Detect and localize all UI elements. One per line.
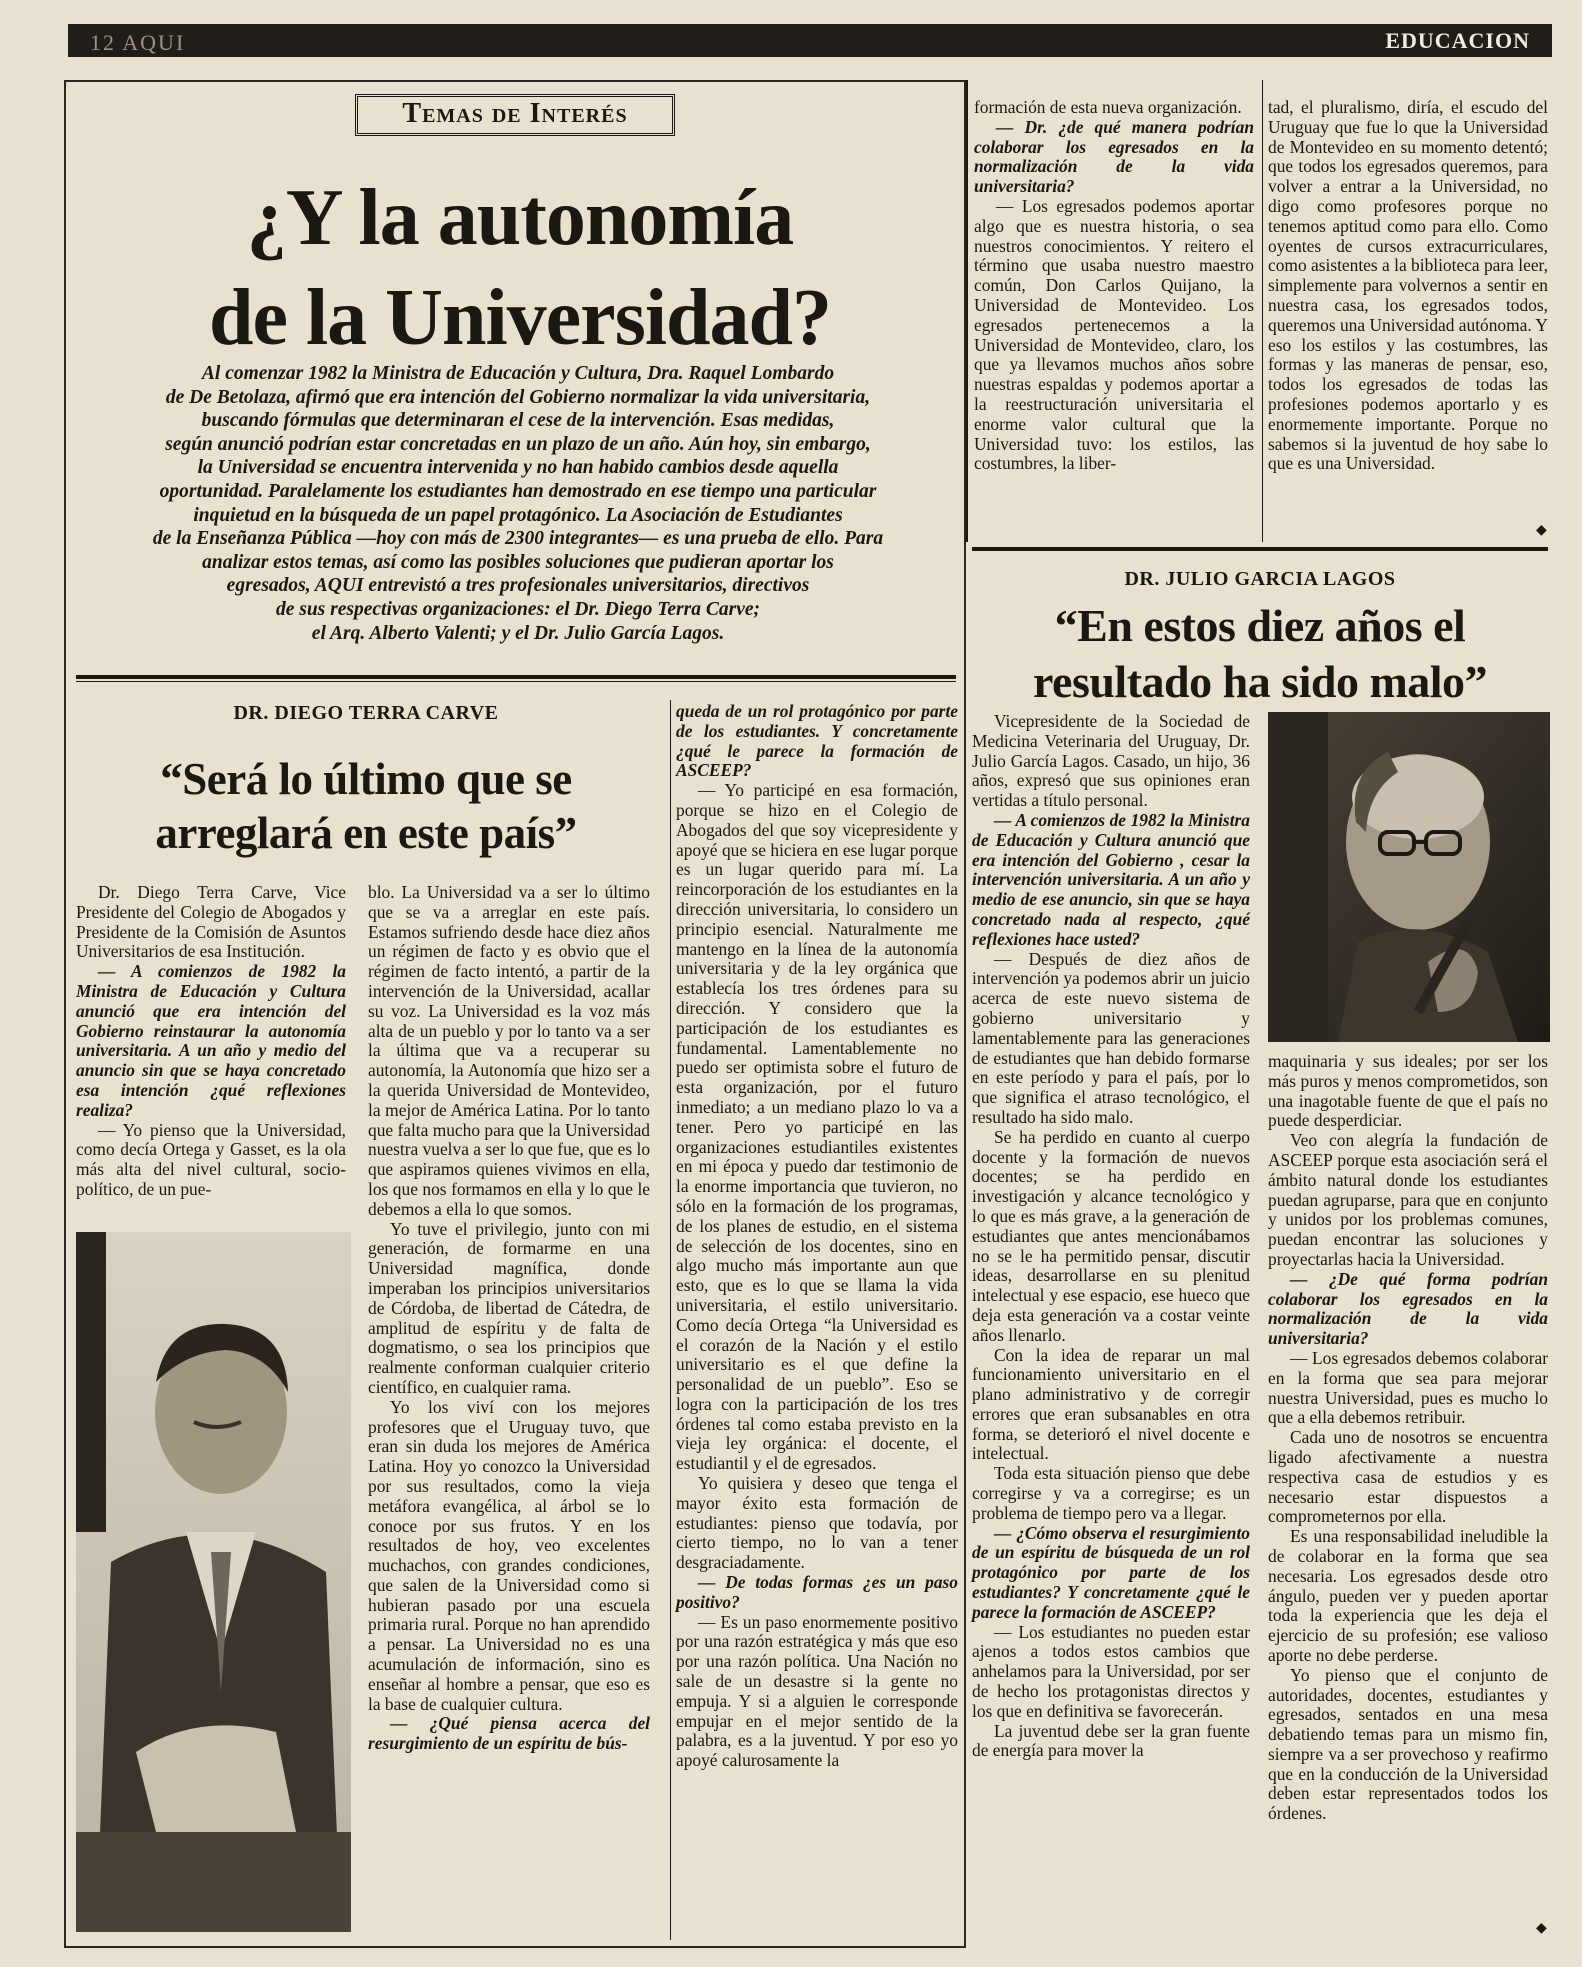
terra-title-line-2: arreglará en este país”	[155, 808, 577, 858]
intro-paragraph	[88, 362, 948, 645]
article-paragraph: Yo quisiera y deseo que tenga el mayor éxito esta formación de estudiantes: pienso que todavía, por cierto tiempo, no lo van a tener desgraciadamente.	[676, 1473, 958, 1573]
article-paragraph: tad, el pluralismo, diría, el escudo del Uruguay que fue lo que la Universidad de Montevideo en su momento detentó; que todos los egresados queremos, para volver a entrar a la Universidad, no digo como profesores porque no tenemos aptitud como para ello. Como oyentes de cursos extracurriculares, como asistentes a la biblioteca para leer, simplemente para volvernos a sentir en nuestra casa, los egresados todos, queremos una Universidad autónoma. Y eso los estilos y las costumbres, las formas y las maneras de pensar, eso, todos los egresados de todas las profesiones podemos aportarlo y es enormemente importante. Porque no sabemos si la juventud de hoy sabe lo que es una Universidad.	[1268, 97, 1548, 474]
valenti-column-1	[974, 98, 1254, 474]
article-paragraph: — Es un paso enormemente positivo por una razón estratégica y más que eso por una razón política. Una Nación no sale de un desastre si la gente no empuja. Y si a alguien le corresponde empujar en el mejor sentido de la palabra, es a la juventud. Y por eso yo apoyé calurosamente la	[676, 1611, 958, 1771]
column-divider	[966, 80, 968, 542]
intro-line: buscando fórmulas que determinaran el cese de la intervención. Esas medidas,	[201, 410, 835, 432]
article-paragraph: formación de esta nueva organización.	[974, 97, 1242, 117]
article-paragraph: Yo los viví con los mejores profesores que el Uruguay tuvo, que eran sin duda los mejores de América Latina. Hoy yo conozco la Universidad por sus resultados, como la vieja metáfora evangélica, al árbol se lo conoce por sus frutos. Y en los resultados de hoy, veo excelentes muchachos, con grandes condiciones, que salen de la Universidad como si hubieran pasado por una escuela primaria rural. Porque no han aprendido a pensar. La Universidad no es una acumulación de información, sino es enseñar al hombre a pensar, que eso es la base de cualquier cultura.	[368, 1396, 650, 1714]
valenti-column-2	[1268, 98, 1548, 474]
article-paragraph: — Los egresados debemos colaborar en la forma que sea para mejorar nuestra Universidad, pues es mucho lo que a ella debemos retribuir.	[1268, 1347, 1548, 1428]
column-divider	[670, 700, 671, 1940]
garcia-top-rule	[972, 547, 1548, 551]
headline-line-2: de la Universidad?	[208, 274, 832, 362]
article-paragraph: Toda esta situación pienso que debe corregirse y va a corregirse; es un problema de tiempo pero va a llegar.	[972, 1463, 1250, 1523]
intro-line: Al comenzar 1982 la Ministra de Educación y Cultura, Dra. Raquel Lombardo	[201, 363, 835, 384]
article-paragraph: Veo con alegría la fundación de ASCEEP porque esta asociación será el ámbito natural donde los estudiantes puedan agruparse, para que en conjunto y unidos por los problemas comunes, puedan encontrar las soluciones y proyectarlas hacia la Universidad.	[1268, 1130, 1548, 1269]
intro-line: según anunció podrían estar concretadas en un plazo de un año. Aún hoy, sin embargo,	[165, 433, 871, 455]
terra-title	[76, 752, 656, 860]
terra-byline: DR. DIEGO TERRA CARVE	[233, 702, 499, 724]
intro-line: la Universidad se encuentra intervenida y no han habido cambios desde aquella	[197, 457, 839, 479]
terra-column-2	[368, 883, 650, 1754]
interview-question: — De todas formas ¿es un paso positivo?	[676, 1572, 958, 1612]
interview-question: — ¿De qué forma podrían colaborar los egresados en la normalización de la vida universitaria?	[1268, 1268, 1548, 1349]
intro-line: de la Enseñanza Pública —hoy con más de 2300 integrantes— es una prueba de ello. Para	[152, 528, 884, 550]
terra-column-1	[76, 883, 346, 1200]
intro-line: de De Betolaza, afirmó que era intención del Gobierno normalizar la vida universitaria,	[165, 386, 871, 408]
garcia-column-2	[1268, 1052, 1548, 1824]
page-header-band	[68, 24, 1552, 57]
garcia-title-line-1: “En estos diez años el	[1054, 600, 1466, 651]
interview-question: — A comienzos de 1982 la Ministra de Educación y Cultura anunció que era intención del Gobierno , cesar la intervención universitaria. A un año y medio de ese anuncio, sin que se haya concretado nada al respecto, ¿qué reflexiones hace usted?	[972, 809, 1250, 949]
intro-line: de sus respectivas organizaciones: el Dr. Diego Terra Carve;	[275, 598, 761, 620]
kicker-label: Temas de Interés	[355, 94, 675, 136]
end-mark: ◆	[1536, 523, 1547, 538]
intro-line: egresados, AQUI entrevistó a tres profesionales universitarios, directivos	[226, 575, 810, 597]
garcia-title-line-2: resultado ha sido malo”	[1032, 656, 1488, 707]
interview-question: — ¿Qué piensa acerca del resurgimiento de un espíritu de bús-	[368, 1713, 650, 1754]
section-label: EDUCACION	[1385, 28, 1530, 53]
article-paragraph: Yo tuve el privilegio, junto con mi generación, de formarme en una Universidad magnífica, donde imperaban los principios universitarios de Córdoba, de libertad de Cátedra, de amplitud de espíritu y de falta de dogmatismo, o sea los principios que realmente conforman cualquier criterio científico, en cualquier rama.	[368, 1218, 650, 1397]
interview-question: queda de un rol protagónico por parte de los estudiantes. Y concretamente ¿qué le parece la formación de ASCEEP?	[676, 701, 958, 781]
interview-question: — ¿Cómo observa el resurgimiento de un espíritu de búsqueda de un rol protagónico por parte de los estudiantes? Y concretamente ¿qué le parece la formación de ASCEEP?	[972, 1522, 1250, 1622]
garcia-byline: DR. JULIO GARCIA LAGOS	[1124, 568, 1396, 590]
intro-line: el Arq. Alberto Valenti; y el Dr. Julio García Lagos.	[311, 622, 725, 644]
headline-line-1: ¿Y la autonomía	[246, 174, 794, 262]
interview-question: — Dr. ¿de qué manera podrían colaborar los egresados en la normalización de la vida universitaria?	[974, 116, 1254, 197]
intro-line: analizar estos temas, así como las posibles soluciones que pudieran aportar los	[202, 551, 834, 573]
article-paragraph: — Yo participé en esa formación, porque se hizo en el Colegio de Abogados del que soy vicepresidente y apoyé que se hiciera en ese lugar porque es un lugar querido para mí. La reincorporación de los estudiantes en la dirección universitaria, lo considero un principio esencial. Naturalmente me mantengo en la línea de la autonomía universitaria y de la ley orgánica que establecía los tres órdenes para su dirección. Y considero que la participación de los estudiantes es fundamental. Lamentablemente no puedo ser optimista sobre el futuro de esta organización, por el futuro inmediato; a un mediano plazo lo va a tener. Pero yo participé en las organizaciones estudiantiles existentes en mi época y puedo dar testimonio de la enorme importancia que tuvieron, no sólo en la formación de los programas, de los planes de estudio, en el sistema de selección de los docentes, sino en algo mucho más importante aun que esto, que es lo que se llama la vida universitaria, el estilo universitario. Como decía Ortega “la Universidad es el corazón de la Nación y el estilo universitario es el que define la personalidad de un pueblo”. Eso se logra con la participación de los tres órdenes tal como estaba previsto en la vieja ley orgánica: el docente, el estudiantil y el de egresados.	[676, 780, 958, 1474]
article-paragraph: blo. La Universidad va a ser lo último que se va a arreglar en este país. Estamos sufriendo desde hace diez años un régimen de facto y es obvio que el régimen de facto intentó, a partir de la intervención de la Universidad, acallar su voz. La Universidad es la voz más alta de un pueblo y por lo tanto va a ser la última que va a recuperar su autonomía, la Autonomía que hizo ser a la querida Universidad de Montevideo, la mejor de América Latina. Por lo tanto que falta mucho para que la Universidad nuestra vuelva a ser lo que fue, que es lo que aspiramos quienes vivimos en ella, los que nos formamos en ella y lo que le debemos a ella lo que somos.	[368, 882, 651, 1219]
article-paragraph: — Los estudiantes no pueden estar ajenos a todos estos cambios que anhelamos para la Universidad, por ser de hecho los protagonistas directos y los que en definitiva se favorecerán.	[972, 1621, 1250, 1721]
article-paragraph: Se ha perdido en cuanto al cuerpo docente y la formación de nuevos docentes; se ha perdido en investigación y alcance tecnológico y lo que es más grave, a la generación de estudiantes que antes mencionábamos no se le ha permitido pensar, discutir ideas, desarrollarse en su plenitud intelectual y ese espacio, ese hueco que deja esta generación va a costar veinte años llenarlo.	[972, 1126, 1250, 1345]
article-paragraph: maquinaria y sus ideales; por ser los más puros y menos comprometidos, son una inagotable fuente de que el país no puede desperdiciar.	[1268, 1051, 1548, 1131]
column-divider	[1262, 80, 1263, 542]
article-paragraph: Yo pienso que el conjunto de autoridades, docentes, estudiantes y egresados, sentados en una mesa debatiendo temas para un mismo fin, siempre va a ser provechoso y reafirmo que en la conducción de la Universidad deben estar representados todos los órdenes.	[1268, 1664, 1548, 1824]
article-paragraph: Con la idea de reparar un mal funcionamiento universitario en el plano administrativo y de corregir errores que eran subsanables en otra forma, se deterioró el nivel docente e intelectual.	[972, 1344, 1250, 1464]
terra-portrait-photo	[76, 1232, 351, 1932]
main-headline	[130, 168, 910, 368]
article-paragraph: La juventud debe ser la gran fuente de energía para mover la	[972, 1720, 1250, 1761]
intro-line: inquietud en la búsqueda de un papel protagónico. La Asociación de Estudiantes	[193, 504, 843, 526]
article-paragraph: — Después de diez años de intervención ya podemos abrir un juicio acerca de este nuevo sistema de gobierno universitario y lamentablemente para las generaciones de estudiantes que han debido formarse en este período y para el país, por lo que significa el atraso tecnológico, el resultado ha sido malo.	[972, 948, 1250, 1127]
article-paragraph: Vicepresidente de la Sociedad de Medicina Veterinaria del Uruguay, Dr. Julio García Lagos. Casado, un hijo, 36 años, expresó que sus opiniones eran vertidas a título personal.	[972, 711, 1250, 811]
end-mark: ◆	[1536, 1921, 1547, 1936]
article-paragraph: — Yo pienso que la Universidad, como decía Ortega y Gasset, es la ola más alta del nivel cultural, socio-político, de un pue-	[76, 1119, 346, 1199]
terra-column-3	[676, 702, 958, 1771]
article-paragraph: — Los egresados podemos aportar algo que es nuestra historia, o sea nuestros conocimientos. Y reitero el término que usaba nuestro maestro común, Don Carlos Quijano, la Universidad de Montevideo. Los egresados pertenecemos a la Universidad de Montevideo, claro, los que ya llevamos muchos años sobre nuestras espaldas y podemos aportar a la reestructuración universitaria el enorme valor cultural que la Universidad tuvo: los estilos, las costumbres, la liber-	[974, 195, 1254, 474]
garcia-portrait-photo	[1268, 712, 1550, 1042]
section-divider-thin	[76, 681, 956, 682]
interview-question: — A comienzos de 1982 la Ministra de Educación y Cultura anunció que era intención del Gobierno reinstaurar la autonomía universitaria. A un año y medio del anuncio sin que se haya concretado esa intención ¿qué reflexiones realiza?	[76, 961, 346, 1120]
intro-line: oportunidad. Paralelamente los estudiantes han demostrado en ese tiempo una particular	[159, 480, 877, 502]
section-divider	[76, 675, 956, 679]
article-paragraph: Dr. Diego Terra Carve, Vice Presidente del Colegio de Abogados y Presidente de la Comisión de Asuntos Universitarios de esa Institución.	[76, 882, 346, 962]
page-number-label: 12 AQUI	[90, 30, 186, 55]
terra-title-line-1: “Será lo último que se	[160, 754, 572, 804]
garcia-title	[972, 598, 1548, 710]
article-paragraph: Es una responsabilidad ineludible la de colaborar en la forma que sea necesaria. Los egresados desde otro ángulo, pueden ver y pueden aportar toda la experiencia que les deja el ejercicio de su profesión; ese valioso aporte no debe perderse.	[1268, 1526, 1548, 1665]
garcia-column-1	[972, 712, 1250, 1761]
article-paragraph: Cada uno de nosotros se encuentra ligado afectivamente a nuestra respectiva casa de estudios y es necesario estar dispuestos a comprometernos por ella.	[1268, 1427, 1548, 1527]
